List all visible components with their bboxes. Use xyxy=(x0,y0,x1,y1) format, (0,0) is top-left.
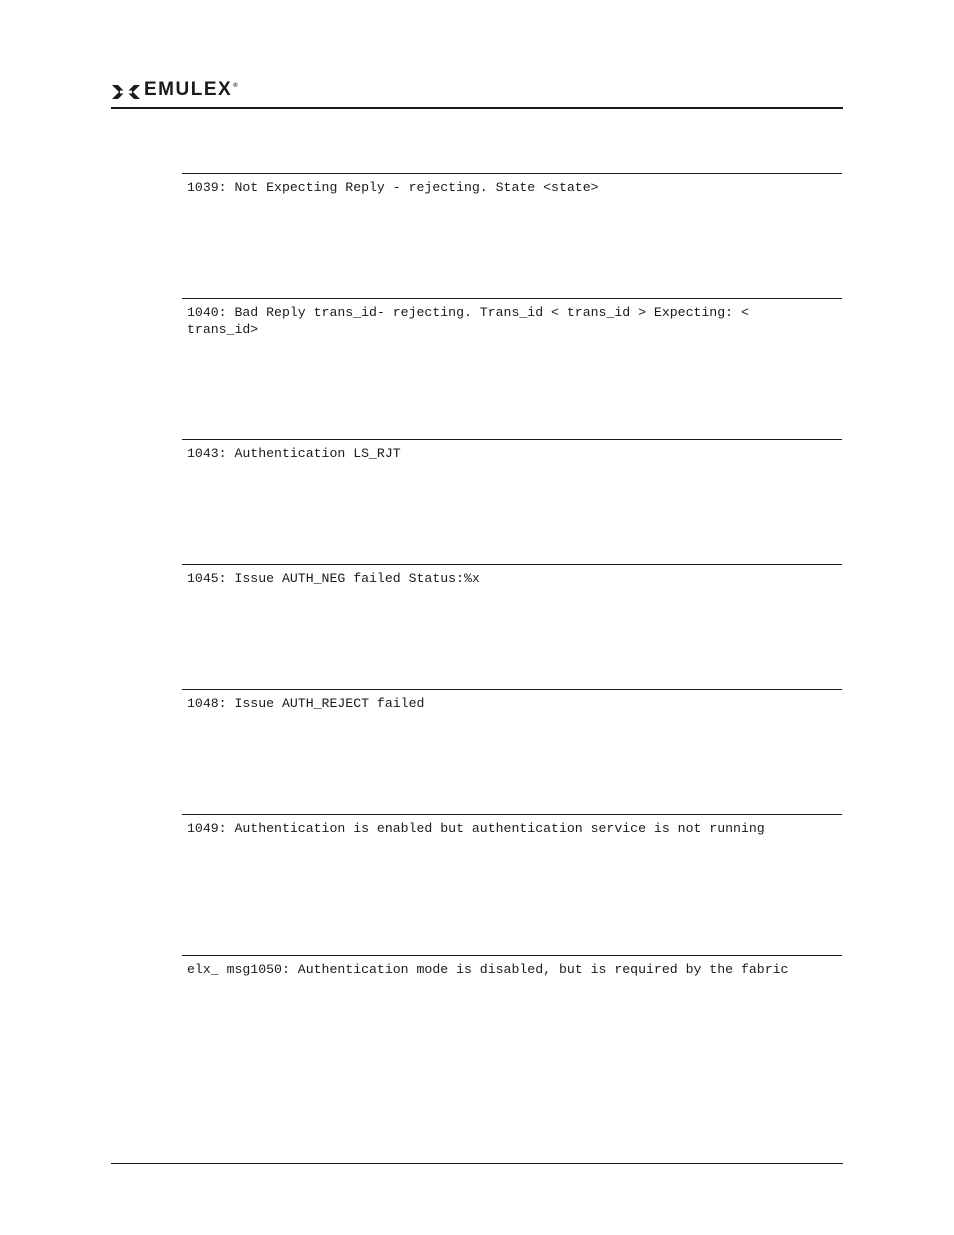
message-entry-1049 xyxy=(182,814,842,837)
brand-name: EMULEX® xyxy=(144,79,240,100)
page-header xyxy=(111,78,843,110)
emulex-logo-mark-icon xyxy=(111,83,141,101)
message-text: 1048: Issue AUTH_REJECT failed xyxy=(187,696,425,711)
emulex-logo xyxy=(111,81,239,103)
header-divider xyxy=(111,107,843,109)
message-text: 1039: Not Expecting Reply - rejecting. State <state> xyxy=(187,180,599,195)
message-entry-1040 xyxy=(182,298,842,338)
message-entry-1050 xyxy=(182,955,842,978)
message-text: 1049: Authentication is enabled but authentication service is not running xyxy=(187,821,765,836)
message-entry-1039 xyxy=(182,173,842,196)
footer-divider xyxy=(111,1163,843,1164)
message-entry-1048 xyxy=(182,689,842,712)
trademark-symbol: ® xyxy=(233,83,240,89)
message-text: 1043: Authentication LS_RJT xyxy=(187,446,401,461)
message-text: 1040: Bad Reply trans_id- rejecting. Trans_id < trans_id > Expecting: < trans_id> xyxy=(187,305,749,337)
message-text: elx_ msg1050: Authentication mode is disabled, but is required by the fabric xyxy=(187,962,789,977)
message-entry-1043 xyxy=(182,439,842,462)
message-text: 1045: Issue AUTH_NEG failed Status:%x xyxy=(187,571,480,586)
message-entry-1045 xyxy=(182,564,842,587)
